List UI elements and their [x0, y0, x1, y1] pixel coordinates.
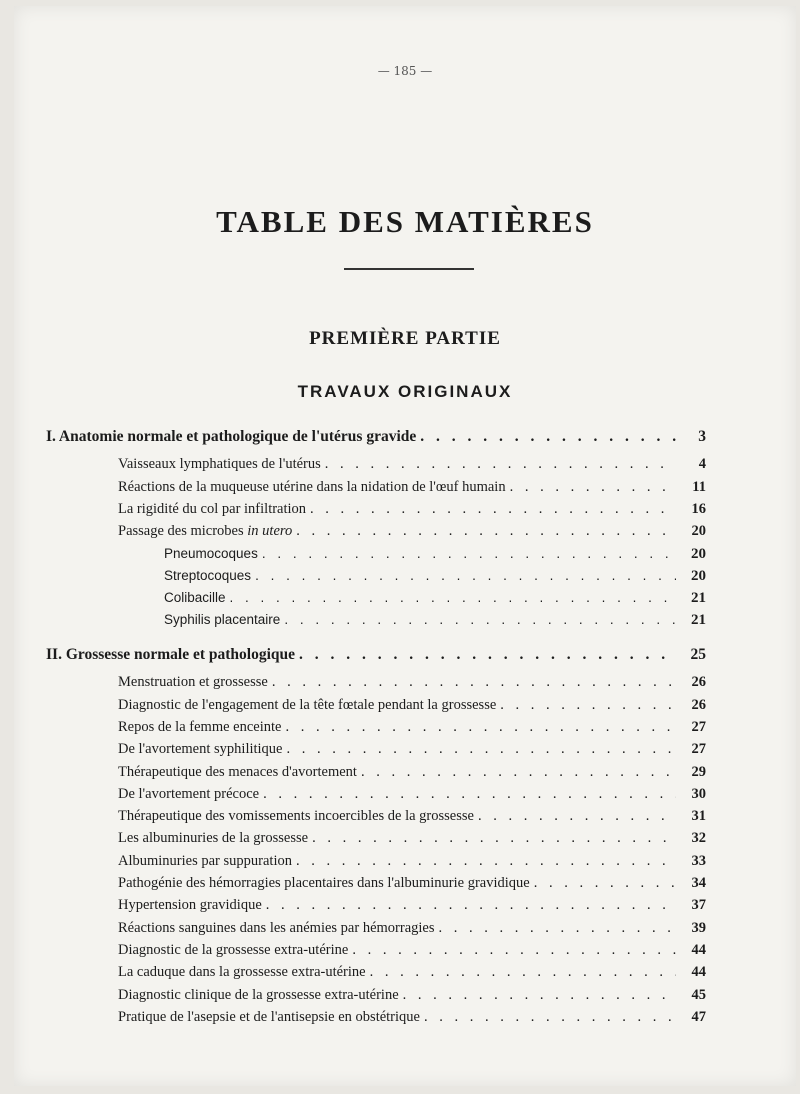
dot-leader	[439, 920, 677, 937]
entry-label: Diagnostic de l'engagement de la tête fœtale pendant la grossesse	[118, 696, 497, 713]
entry-label: I. Anatomie normale et pathologique de l'utérus gravide	[46, 428, 417, 445]
entry-page-number: 20	[691, 545, 706, 562]
dot-leader	[266, 897, 676, 914]
dot-leader	[534, 875, 676, 892]
toc-subentry	[164, 568, 706, 585]
part-heading: PREMIÈRE PARTIE	[309, 328, 501, 349]
entry-page-number: 30	[691, 785, 706, 802]
toc-entry	[118, 920, 706, 937]
page-title: TABLE DES MATIÈRES	[216, 204, 594, 239]
entry-label: Pathogénie des hémorragies placentaires dans l'albuminurie gravidique	[118, 875, 530, 891]
entry-label: La rigidité du col par infiltration	[118, 500, 307, 517]
dot-leader	[325, 456, 676, 473]
entry-page-number: 31	[691, 808, 706, 825]
entry-label: Syphilis placentaire	[164, 612, 281, 628]
entry-page-number: 20	[691, 567, 706, 584]
dot-leader	[403, 987, 676, 1004]
entry-page-number: 39	[691, 919, 706, 936]
entry-label: De l'avortement syphilitique	[118, 741, 283, 758]
toc-entry	[118, 1009, 706, 1026]
dot-leader	[352, 942, 676, 959]
toc-entry	[118, 875, 706, 892]
entry-label: Vaisseaux lymphatiques de l'utérus	[118, 456, 321, 473]
entry-label: Diagnostic de la grossesse extra-utérine	[118, 941, 349, 958]
dot-leader	[262, 546, 676, 561]
dot-leader	[299, 646, 676, 664]
entry-page-number: 3	[698, 428, 706, 445]
entry-page-number: 26	[691, 696, 706, 713]
toc-entry	[118, 456, 706, 473]
dot-leader	[296, 523, 676, 540]
entry-page-number: 44	[691, 941, 706, 958]
entry-label: Réactions sanguines dans les anémies par hémorragies	[118, 919, 435, 936]
entry-label: Colibacille	[164, 590, 226, 606]
toc-entry	[118, 523, 706, 540]
dot-leader	[312, 830, 676, 847]
part-subtitle: TRAVAUX ORIGINAUX	[297, 382, 513, 401]
dot-leader	[361, 764, 676, 781]
entry-page-number: 25	[690, 646, 706, 663]
entry-page-number: 32	[691, 830, 706, 847]
dot-leader	[370, 964, 676, 981]
dot-leader	[285, 719, 676, 736]
entry-page-number: 21	[691, 612, 706, 629]
entry-label: Pratique de l'asepsie et de l'antisepsie en obstétrique	[118, 1008, 420, 1025]
toc-entry	[118, 719, 706, 736]
entry-page-number: 20	[691, 523, 706, 540]
dot-leader	[296, 853, 676, 870]
dot-leader	[478, 808, 676, 825]
entry-label: Albuminuries par suppuration	[118, 852, 292, 869]
toc-subentry	[164, 612, 706, 629]
dot-leader	[420, 428, 676, 446]
dot-leader	[500, 697, 676, 714]
section-heading	[46, 646, 706, 664]
toc-entry	[118, 479, 706, 496]
toc-entry	[118, 786, 706, 803]
entry-page-number: 45	[691, 986, 706, 1003]
entry-label: Menstruation et grossesse	[118, 674, 268, 691]
page-number: — 185 —	[377, 64, 433, 78]
entry-page-number: 27	[691, 741, 706, 758]
dot-leader	[272, 674, 676, 691]
toc-entry	[118, 501, 706, 518]
toc-entry	[118, 808, 706, 825]
dot-leader	[255, 568, 676, 583]
entry-page-number: 29	[691, 763, 706, 780]
entry-label: Thérapeutique des menaces d'avortement	[118, 763, 357, 780]
toc-entry	[118, 987, 706, 1004]
toc-entry	[118, 830, 706, 847]
entry-page-number: 16	[691, 500, 706, 517]
entry-label: Passage des microbes in utero	[118, 523, 293, 540]
dot-leader	[424, 1009, 676, 1026]
section-heading	[46, 428, 706, 446]
dot-leader	[287, 741, 677, 758]
entry-label: Streptocoques	[164, 567, 252, 583]
toc-entry	[118, 697, 706, 714]
dot-leader	[263, 786, 676, 803]
toc-entry	[118, 741, 706, 758]
entry-page-number: 26	[691, 674, 706, 691]
dot-leader	[284, 612, 676, 627]
entry-page-number: 47	[691, 1008, 706, 1025]
entry-page-number: 37	[691, 897, 706, 914]
entry-page-number: 33	[691, 852, 706, 869]
toc-subentry	[164, 590, 706, 607]
document-page	[14, 6, 796, 1086]
toc-entry	[118, 674, 706, 691]
entry-label: Les albuminuries de la grossesse	[118, 830, 309, 847]
entry-label: II. Grossesse normale et pathologique	[46, 646, 296, 663]
toc-entry	[118, 942, 706, 959]
entry-label: Repos de la femme enceinte	[118, 718, 282, 735]
entry-page-number: 27	[691, 718, 706, 735]
entry-label: Diagnostic clinique de la grossesse extra-utérine	[118, 986, 399, 1003]
entry-label: Thérapeutique des vomissements incoercibles de la grossesse	[118, 808, 474, 825]
entry-label: De l'avortement précoce	[118, 785, 260, 802]
toc-subentry	[164, 546, 706, 563]
entry-label: Réactions de la muqueuse utérine dans la nidation de l'œuf humain	[118, 478, 506, 495]
dot-leader	[310, 501, 676, 518]
title-divider	[344, 268, 474, 270]
toc-entry	[118, 964, 706, 981]
toc-entry	[118, 764, 706, 781]
dot-leader	[510, 479, 676, 496]
entry-label: La caduque dans la grossesse extra-utérine	[118, 964, 366, 981]
dot-leader	[230, 590, 676, 605]
entry-label: Pneumocoques	[164, 545, 258, 561]
entry-page-number: 21	[691, 590, 706, 607]
entry-label: Hypertension gravidique	[118, 897, 262, 914]
entry-page-number: 4	[698, 456, 706, 473]
toc-entry	[118, 897, 706, 914]
toc-entry	[118, 853, 706, 870]
entry-page-number: 34	[691, 875, 706, 891]
entry-page-number: 44	[691, 964, 706, 981]
entry-page-number: 11	[692, 478, 706, 495]
